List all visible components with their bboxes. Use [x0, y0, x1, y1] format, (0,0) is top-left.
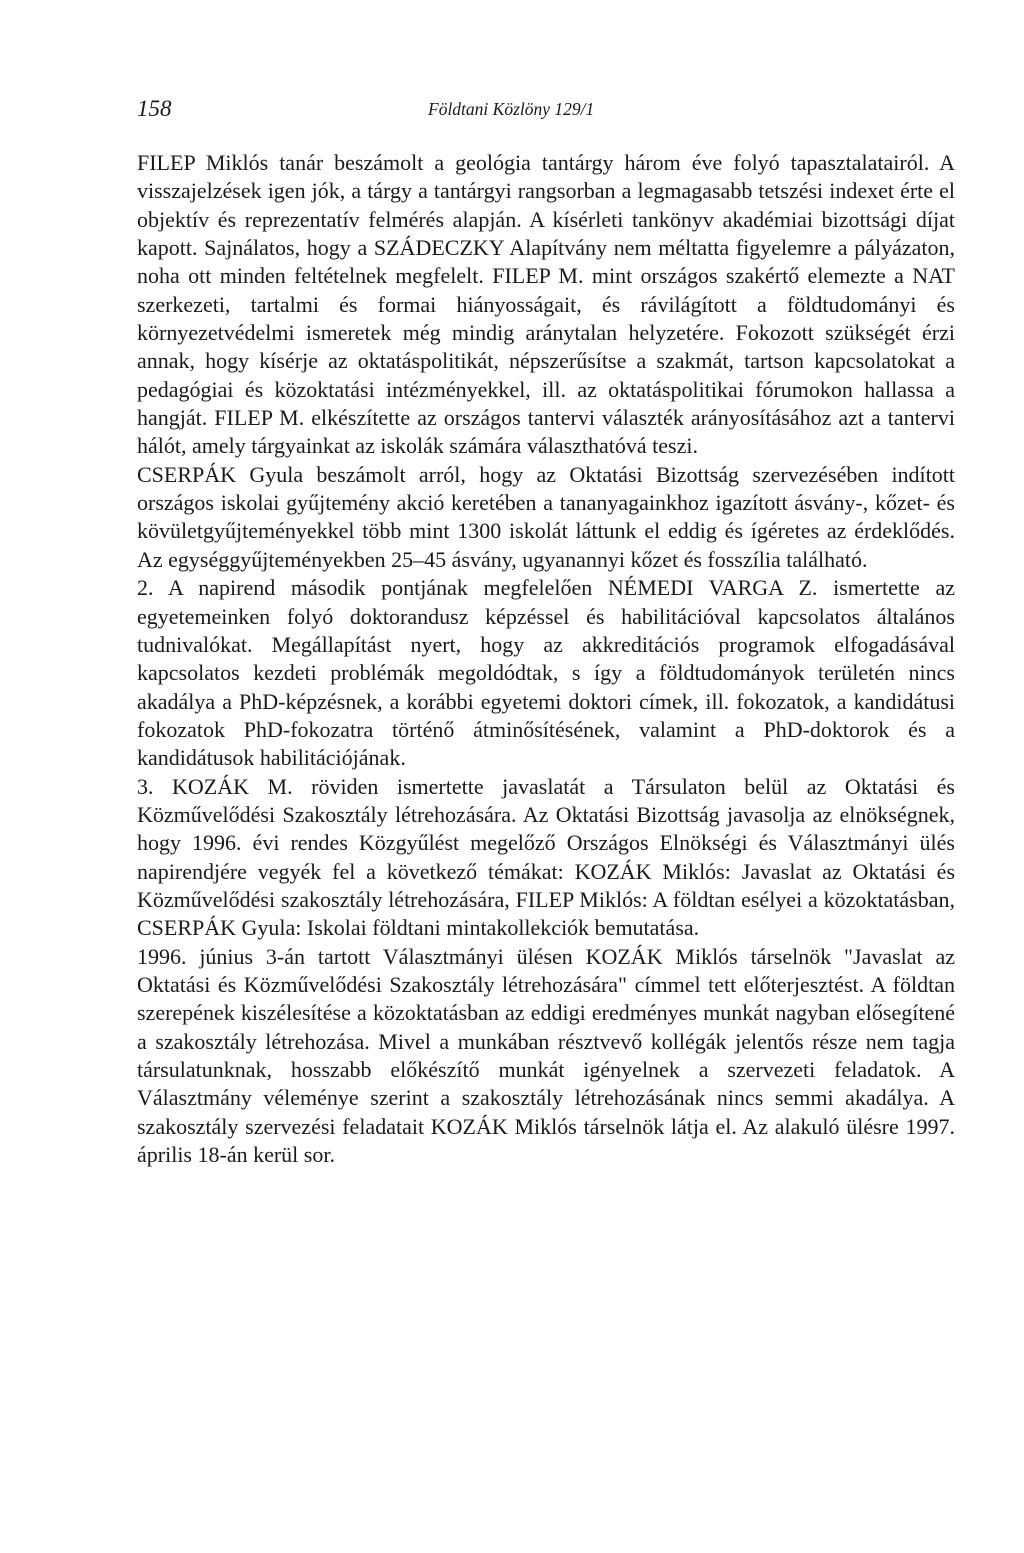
body-text	[137, 149, 955, 1169]
paragraph-agenda-point-3: 3. KOZÁK M. röviden ismertette javaslatát a Társulaton belül az Oktatási és Közművelődési Szakosztály létrehozására. Az Oktatási Bizottság javasolja az elnökségnek, hogy 1996. évi rendes Közgyűlést megelőző Országos Elnökségi és Választmányi ülés napirendjére vegyék fel a következő témákat: KOZÁK Miklós: Javaslat az Oktatási és Közművelődési szakosztály létrehozására, FILEP Miklós: A földtan esélyei a közoktatásban, CSERPÁK Gyula: Iskolai földtani mintakollekciók bemutatása.	[137, 773, 955, 941]
paragraph-agenda-point-2: 2. A napirend második pontjának megfelelően NÉMEDI VARGA Z. ismertette az egyetemeinken folyó doktorandusz képzéssel és habilitációval kapcsolatos általános tudnivalókat. Megállapítást nyert, hogy az akkreditációs programok elfogadásával kapcsolatos kezdeti problémák megoldódtak, s így a földtudományok területén nincs akadálya a PhD-képzésnek, a korábbi egyetemi doktori címek, ill. fokozatok, a kandidátusi fokozatok PhD-fokozatra történő átminősítésének, valamint a PhD-doktorok és a kandidátusok habilitációjának.	[137, 575, 955, 771]
journal-title: Földtani Közlöny 129/1	[428, 99, 595, 119]
paragraph-filep-report: FILEP Miklós tanár beszámolt a geológia tantárgy három éve folyó tapasztalatairól. A visszajelzések igen jók, a tárgy a tantárgyi rangsorban a legmagasabb tetszési indexet érte el objektív és reprezentatív felmérés alapján. A kísérleti tankönyv akadémiai bizottsági díjat kapott. Sajnálatos, hogy a SZÁDECZKY Alapítvány nem méltatta figyelemre a pályázaton, noha ott minden feltételnek megfelelt. FILEP M. mint országos szakértő elemezte a NAT szerkezeti, tartalmi és formai hiányosságait, és rávilágított a földtudományi és környezetvédelmi ismeretek még mindig aránytalan helyzetére. Fokozott szükségét érzi annak, hogy kísérje az oktatáspolitikát, népszerűsítse a szakmát, tartson kapcsolatokat a pedagógiai és közoktatási intézményekkel, ill. az oktatáspolitikai fórumokon hallassa a hangját. FILEP M. elkészítette az országos tantervi választék arányosításához azt a tantervi hálót, amely tárgyainkat az iskolák számára választhatóvá teszi.	[137, 150, 955, 459]
page-number: 158	[137, 96, 172, 121]
paragraph-cserpak-report: CSERPÁK Gyula beszámolt arról, hogy az Oktatási Bizottság szervezésében indított országos iskolai gyűjtemény akció keretében a tananyagainkhoz igazított ásvány-, kőzet- és kövületgyűjteményekkel több mint 1300 iskolát láttunk el eddig és ígéretes az érdeklődés. Az egységgyűjteményekben 25–45 ásvány, ugyanannyi kőzet és fosszília található.	[137, 461, 955, 572]
running-head	[137, 96, 955, 126]
paragraph-june-meeting: 1996. június 3-án tartott Választmányi ülésen KOZÁK Miklós társelnök "Javaslat az Oktatási és Közművelődési Szakosztály létrehozására" címmel tett előterjesztést. A földtan szerepének kiszélesítése a közoktatásban az eddigi eredményes munkát nagyban elősegítené a szakosztály létrehozása. Mivel a munkában résztvevő kollégák jelentős része nem tagja társulatunknak, hosszabb előkészítő munkát igényelnek a szervezeti feladatok. A Választmány véleménye szerint a szakosztály létrehozásának nincs semmi akadálya. A szakosztály szervezési feladatait KOZÁK Miklós társelnök látja el. Az alakuló ülésre 1997. április 18-án kerül sor.	[137, 943, 955, 1168]
